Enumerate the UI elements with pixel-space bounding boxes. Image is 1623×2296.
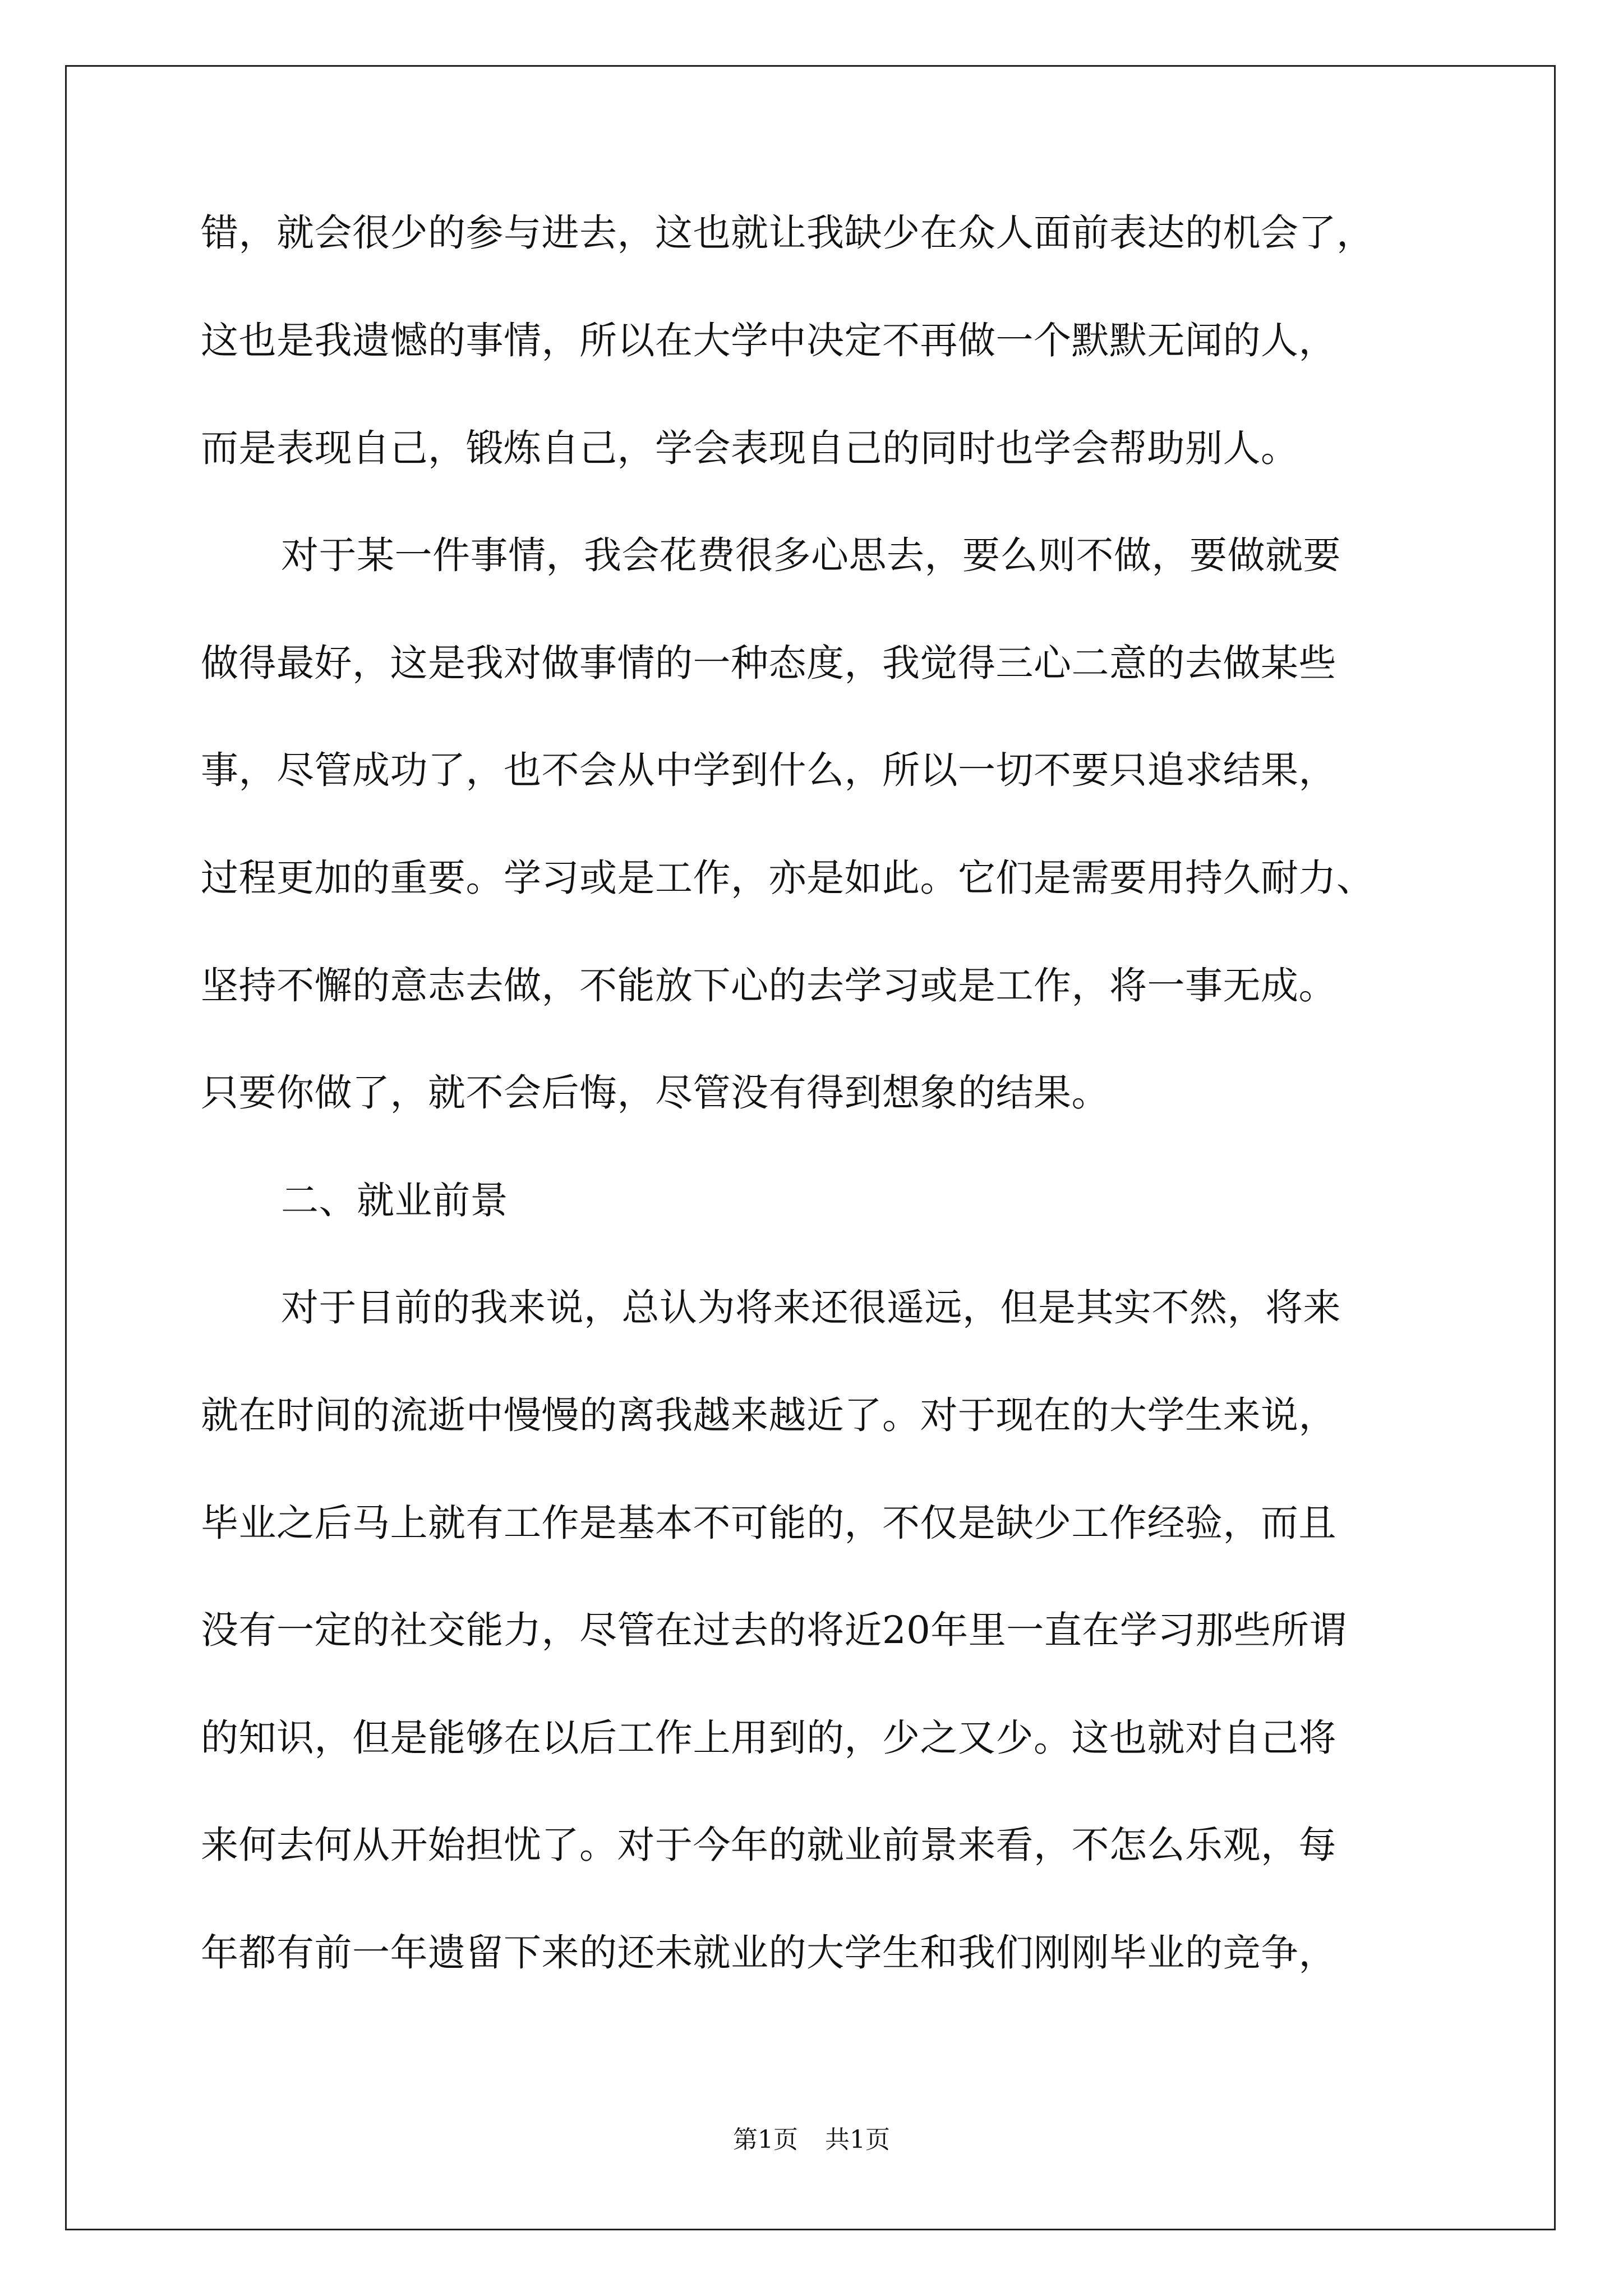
text-line: 毕业之后马上就有工作是基本不可能的，不仅是缺少工作经验，而且 xyxy=(201,1501,1336,1545)
text-line: 来何去何从开始担忧了。对于今年的就业前景来看，不怎么乐观，每 xyxy=(201,1823,1336,1867)
text-line: 只要你做了，就不会后悔，尽管没有得到想象的结果。 xyxy=(201,1071,1109,1115)
text-line: 做得最好，这是我对做事情的一种态度，我觉得三心二意的去做某些 xyxy=(201,641,1336,685)
text-line: 年都有前一年遗留下来的还未就业的大学生和我们刚刚毕业的竞争， xyxy=(201,1931,1336,1975)
page-number-total: 共1页 xyxy=(825,2125,890,2154)
text-line: 而是表现自己，锻炼自己，学会表现自己的同时也学会帮助别人。 xyxy=(201,426,1299,470)
page-number-current: 第1页 xyxy=(733,2125,798,2154)
text-line: 没有一定的社交能力，尽管在过去的将近20年里一直在学习那些所谓 xyxy=(201,1608,1347,1652)
text-line: 错，就会很少的参与进去，这也就让我缺少在众人面前表达的机会了， xyxy=(201,211,1375,255)
text-line: 这也是我遗憾的事情，所以在大学中决定不再做一个默默无闻的人， xyxy=(201,319,1336,362)
text-line: 就在时间的流逝中慢慢的离我越来越近了。对于现在的大学生来说， xyxy=(201,1393,1336,1437)
text-line: 事，尽管成功了，也不会从中学到什么，所以一切不要只追求结果， xyxy=(201,748,1336,792)
text-line: 过程更加的重要。学习或是工作，亦是如此。它们是需要用持久耐力、 xyxy=(201,856,1375,900)
text-line: 坚持不懈的意志去做，不能放下心的去学习或是工作，将一事无成。 xyxy=(201,964,1336,1007)
section-heading: 二、就业前景 xyxy=(281,1179,508,1222)
paragraph-start-line: 对于某一件事情，我会花费很多心思去，要么则不做，要做就要 xyxy=(281,533,1341,577)
page-border xyxy=(65,65,1556,2230)
page-footer xyxy=(0,2123,1623,2157)
paragraph-start-line: 对于目前的我来说，总认为将来还很遥远，但是其实不然，将来 xyxy=(281,1286,1341,1329)
text-line: 的知识，但是能够在以后工作上用到的，少之又少。这也就对自己将 xyxy=(201,1716,1336,1760)
